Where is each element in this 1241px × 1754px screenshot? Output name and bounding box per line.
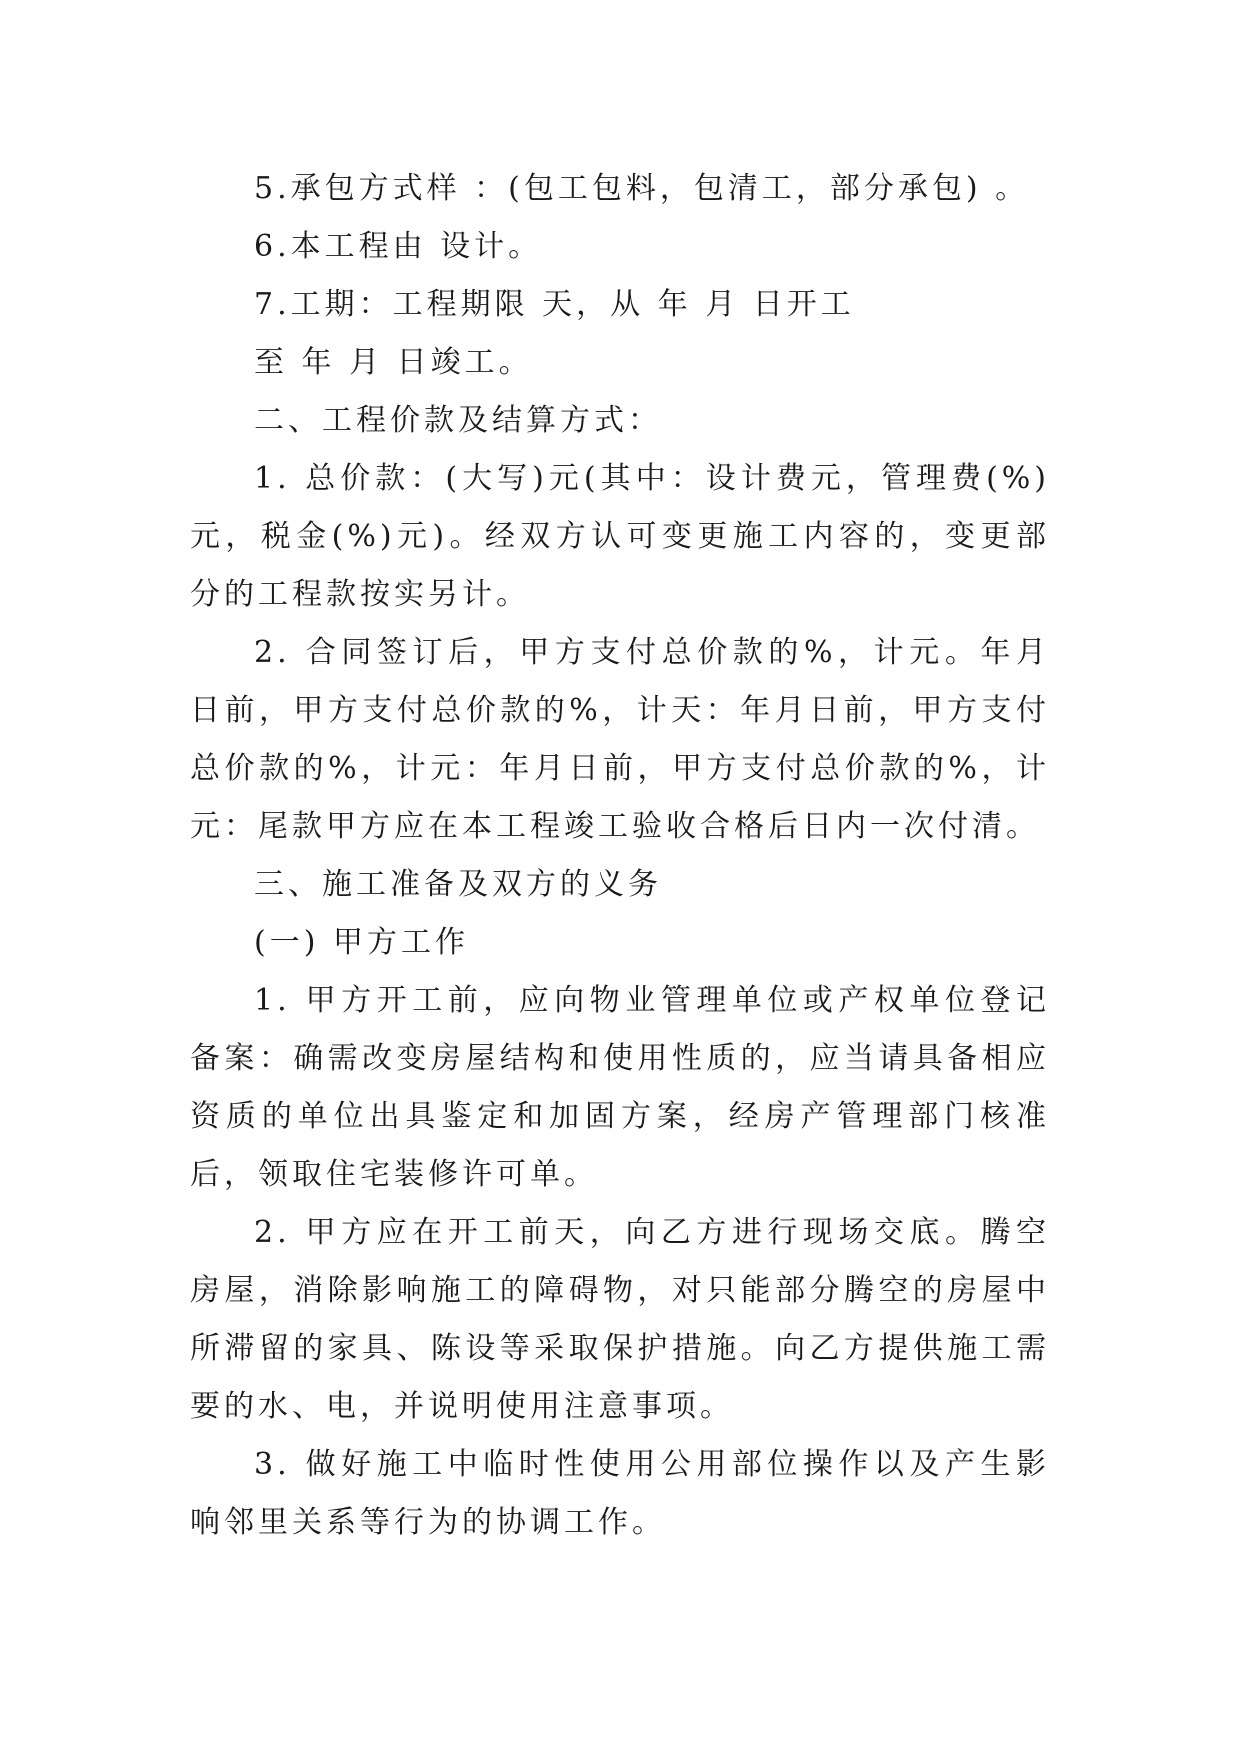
paragraph-party-a-coordination: 3. 做好施工中临时性使用公用部位操作以及产生影响邻里关系等行为的协调工作。 [190, 1447, 1050, 1540]
paragraph-total-price: 1. 总价款：(大写)元(其中：设计费元，管理费(%)元，税金(%)元)。经双方认可变更施工内容的，变更部分的工程款按实另计。 [190, 461, 1050, 612]
paragraph-completion: 至 年 月 日竣工。 [254, 345, 533, 380]
paragraph-contract-mode: 5.承包方式样 ：(包工包料，包清工，部分承包) 。 [254, 171, 1030, 206]
section-heading-obligations: 三、施工准备及双方的义务 [254, 867, 662, 902]
paragraph-party-a-registration: 1. 甲方开工前，应向物业管理单位或产权单位登记备案：确需改变房屋结构和使用性质的，应当请具备相应资质的单位出具鉴定和加固方案，经房产管理部门核准后，领取住宅装修许可单。 [190, 983, 1050, 1192]
subsection-heading-party-a: (一) 甲方工作 [254, 925, 469, 960]
paragraph-party-a-handover: 2. 甲方应在开工前天，向乙方进行现场交底。腾空房屋，消除影响施工的障碍物，对只能部分腾空的房屋中所滞留的家具、陈设等采取保护措施。向乙方提供施工需要的水、电，并说明使用注意事项。 [190, 1215, 1050, 1424]
paragraph-payment-schedule: 2. 合同签订后，甲方支付总价款的%，计元。年月日前，甲方支付总价款的%，计天：年月日前，甲方支付总价款的%，计元：年月日前，甲方支付总价款的%，计元：尾款甲方应在本工程竣工验收合格后日内一次付清。 [190, 635, 1050, 844]
section-heading-price: 二、工程价款及结算方式： [254, 403, 662, 438]
document-body [190, 160, 1050, 1552]
paragraph-duration: 7.工期：工程期限 天，从 年 月 日开工 [254, 287, 855, 322]
paragraph-design: 6.本工程由 设计。 [254, 229, 543, 264]
